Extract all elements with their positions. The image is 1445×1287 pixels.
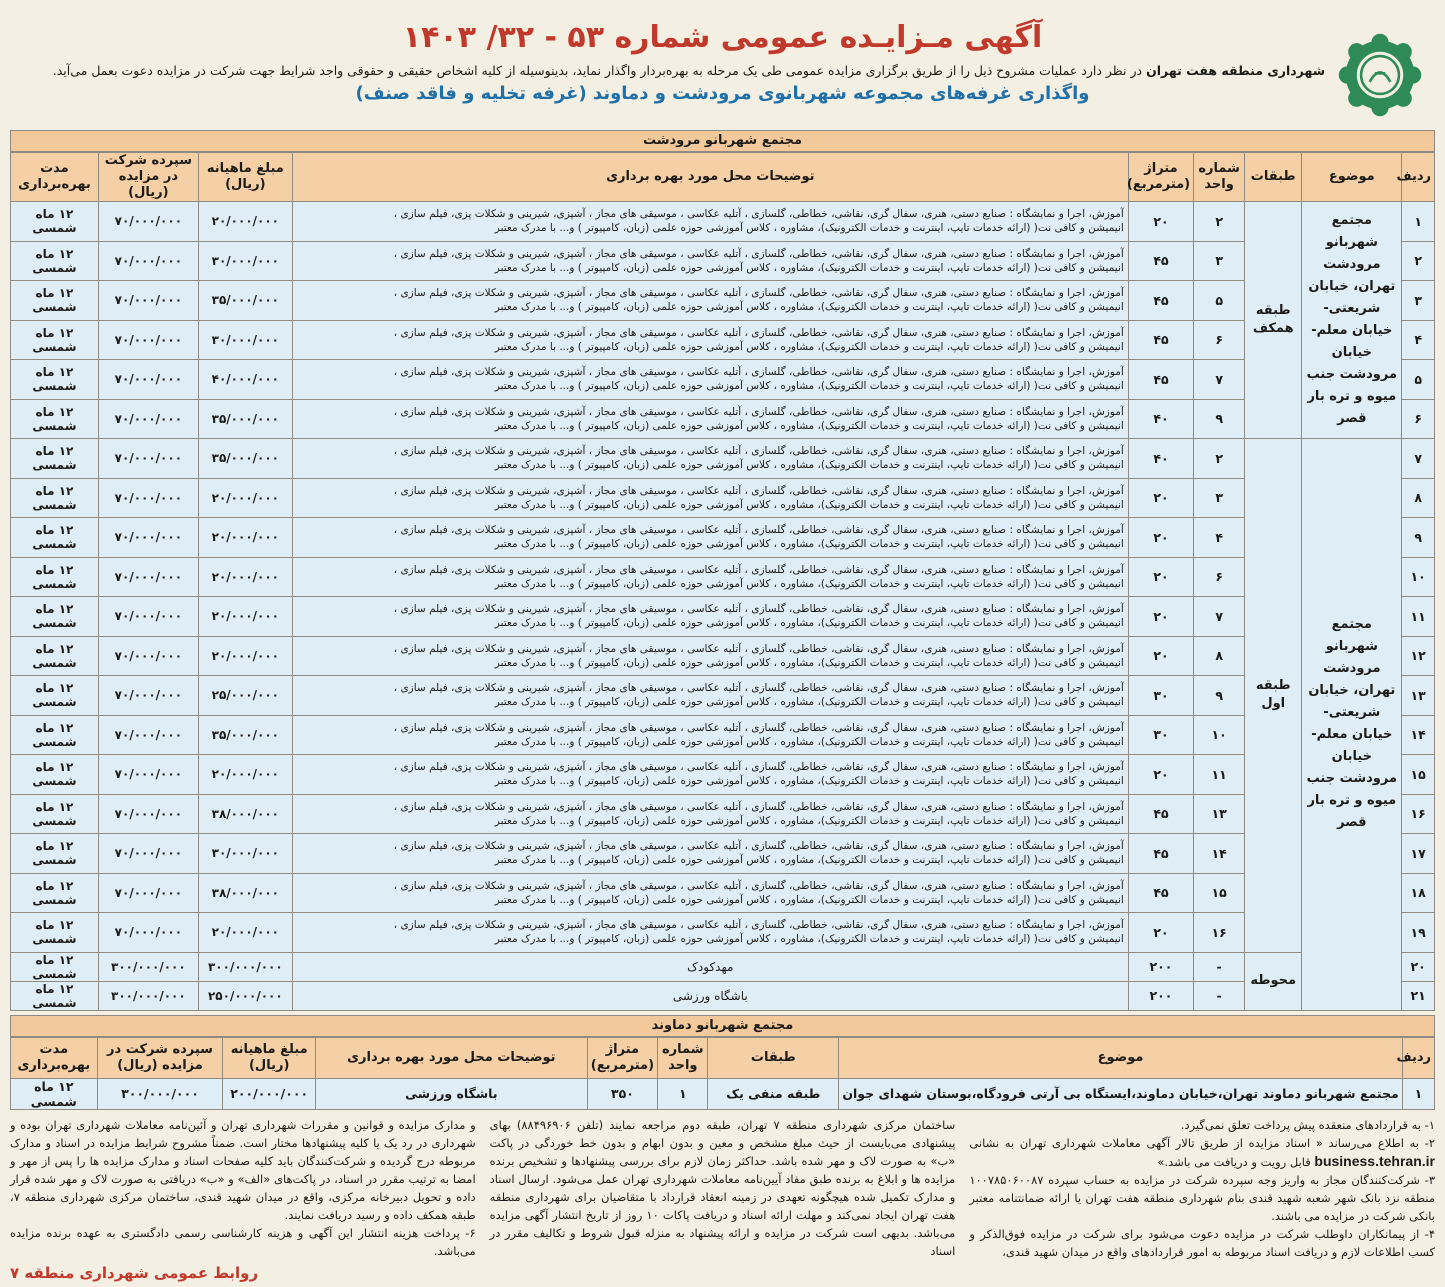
monthly-rent: ۲۵/۰۰۰/۰۰۰ (198, 676, 292, 716)
usage-description-line-2: انیمیشن و کافی نت( (ارائه خدمات تایپ، اینترنت و خدمات الکترونیک)، مشاوره ، کلاس آموزشی حوزه علمی (زبان، کامپیوتر ) و... با مدرک معتبر (494, 656, 1124, 669)
usage-description-line-2: انیمیشن و کافی نت( (ارائه خدمات تایپ، اینترنت و خدمات الکترونیک)، مشاوره ، کلاس آموزشی حوزه علمی (زبان، کامپیوتر ) و... با مدرک معتبر (494, 498, 1124, 511)
row-number: ۹ (1402, 518, 1435, 558)
notes-column-1 (969, 1116, 1435, 1282)
deposit: ۷۰/۰۰۰/۰۰۰ (98, 794, 198, 834)
row-number: ۱۷ (1402, 834, 1435, 874)
table-row (11, 281, 1435, 321)
duration: ۱۲ ماه شمسی (11, 241, 99, 281)
duration: ۱۲ ماه شمسی (11, 794, 99, 834)
notes-column-2 (490, 1116, 956, 1282)
damavand-section-title: مجتمع شهربانو دماوند (10, 1015, 1435, 1037)
marvdasht-table-body (11, 202, 1435, 1011)
usage-description-line-2: انیمیشن و کافی نت( (ارائه خدمات تایپ، اینترنت و خدمات الکترونیک)، مشاوره ، کلاس آموزشی حوزه علمی (زبان، کامپیوتر ) و... با مدرک معتبر (494, 419, 1124, 432)
intro-org: شهرداری منطقه هفت تهران (1146, 63, 1325, 78)
dm-col-deposit: سپرده شرکت در مزایده (ریال) (97, 1037, 223, 1078)
usage-description (292, 676, 1128, 716)
area: ۲۰ (1128, 755, 1193, 795)
usage-description (292, 636, 1128, 676)
usage-description (292, 557, 1128, 597)
usage-description (292, 873, 1128, 913)
area: ۴۵ (1128, 281, 1193, 321)
usage-description-line-1: آموزش، اجرا و نمایشگاه : صنایع دستی، هنری، سفال گری، نقاشی، خطاطی، گلسازی ، آتلیه عکاسی ، موسیقی های مجاز ، آشپزی، شیرینی و شکلات پزی، فیلم سازی ، (393, 208, 1124, 221)
row-number: ۱۳ (1402, 676, 1435, 716)
intro-text: در نظر دارد عملیات مشروح ذیل را از طریق برگزاری مزایده عمومی طی یک مرحله به بهره‌بردار واگذار نماید، بدینوسیله از کلیه اشخاص حقیقی و حقوقی واجد شرایط جهت شرکت در مزایده دعوت بعمل می‌آید. (52, 63, 1143, 78)
monthly-rent: ۲۰/۰۰۰/۰۰۰ (198, 597, 292, 637)
duration: ۱۲ ماه شمسی (11, 952, 99, 981)
usage-description-line-2: انیمیشن و کافی نت( (ارائه خدمات تایپ، اینترنت و خدمات الکترونیک)، مشاوره ، کلاس آموزشی حوزه علمی (زبان، کامپیوتر ) و... با مدرک معتبر (494, 340, 1124, 353)
usage-description-line-1: آموزش، اجرا و نمایشگاه : صنایع دستی، هنری، سفال گری، نقاشی، خطاطی، گلسازی ، آتلیه عکاسی ، موسیقی های مجاز ، آشپزی، شیرینی و شکلات پزی، فیلم سازی ، (393, 247, 1124, 260)
unit-number: ۴ (1194, 518, 1245, 558)
usage-description (292, 478, 1128, 518)
unit-number: ۷ (1194, 360, 1245, 400)
dm-area: ۳۵۰ (587, 1078, 657, 1109)
deposit: ۷۰/۰۰۰/۰۰۰ (98, 557, 198, 597)
duration: ۱۲ ماه شمسی (11, 399, 99, 439)
area: ۴۵ (1128, 834, 1193, 874)
unit-number: - (1194, 981, 1245, 1010)
row-number: ۶ (1402, 399, 1435, 439)
notes-column-3 (10, 1116, 476, 1282)
monthly-rent: ۳۰/۰۰۰/۰۰۰ (198, 320, 292, 360)
duration: ۱۲ ماه شمسی (11, 360, 99, 400)
row-number: ۱۴ (1402, 715, 1435, 755)
deposit: ۷۰/۰۰۰/۰۰۰ (98, 913, 198, 953)
usage-description-line-1: آموزش، اجرا و نمایشگاه : صنایع دستی، هنری، سفال گری، نقاشی، خطاطی، گلسازی ، آتلیه عکاسی ، موسیقی های مجاز ، آشپزی، شیرینی و شکلات پزی، فیلم سازی ، (393, 405, 1124, 418)
unit-number: ۲ (1194, 439, 1245, 479)
deposit: ۷۰/۰۰۰/۰۰۰ (98, 873, 198, 913)
usage-description (292, 360, 1128, 400)
note-4-continued: ساختمان مرکزی شهرداری منطقه ۷ تهران، طبقه دوم مراجعه نمایند (تلفن ۸۸۴۹۶۹۰۶) بهای پیشنهادی می‌بایست از حیث مبلغ مشخص و معین و بدون ابهام و بدون خط خوردگی در پاکت «ب» به صورت لاک و مهر شده باشد. حداکثر زمان لازم برای بررسی پیشنهادها و تشخیص برنده مزایده ها و ابلاغ به برنده طبق مفاد آیین‌نامه معاملات شهرداری تهران عمل می‌شود. ارسال اسناد و مدارک تکمیل شده هیچگونه تعهدی در زمینه انعقاد قرارداد با متقاضیان برای شهرداری منطقه هفت تهران ایجاد نمی‌کند و مهلت ارائه اسناد و دریافت پاکات ۱۰ روز از تاریخ انتشار آگهی مزایده می‌باشد. بدیهی است شرکت در مزایده و ارائه پیشنهاد به منزله قبول شروط و تکالیف مقرر در اسناد (489, 1117, 956, 1258)
floor-ground: طبقه همکف (1245, 202, 1302, 439)
note-2-text: ۲- به اطلاع می‌رساند « اسناد مزایده از طریق تالار آگهی معاملات شهرداری تهران به نشانی (969, 1135, 1435, 1150)
dm-col-unit: شماره واحد (658, 1037, 708, 1078)
table-row (11, 873, 1435, 913)
deposit: ۷۰/۰۰۰/۰۰۰ (98, 755, 198, 795)
note-3: ۳- شرکت‌کنندگان مجاز به واریز وجه سپرده شرکت در مزایده به حساب سپرده ۱۰۰۷۸۵۰۶۰۰۸۷ منطقه نزد بانک شهر شعبه شهید قندی بنام شهرداری منطقه هفت تهران یا ارائه ضمانتنامه معتبر بانکی شرکت در مزایده می باشند. (969, 1172, 1435, 1223)
monthly-rent: ۲۰/۰۰۰/۰۰۰ (198, 636, 292, 676)
ad-header (10, 6, 1435, 130)
duration: ۱۲ ماه شمسی (11, 715, 99, 755)
col-floor: طبقات (1245, 153, 1302, 202)
unit-number: ۷ (1194, 597, 1245, 637)
subject-group: مجتمع شهربانو مرودشت تهران، خیابان شریعتی- خیابان معلم- خیابان مرودشت جنب میوه و تره بار قصر (1302, 439, 1402, 1011)
deposit: ۷۰/۰۰۰/۰۰۰ (98, 518, 198, 558)
tehran-municipality-logo-icon (1337, 32, 1423, 118)
usage-description-line-1: آموزش، اجرا و نمایشگاه : صنایع دستی، هنری، سفال گری، نقاشی، خطاطی، گلسازی ، آتلیه عکاسی ، موسیقی های مجاز ، آشپزی، شیرینی و شکلات پزی، فیلم سازی ، (393, 326, 1124, 339)
col-area: متراژ (مترمربع) (1128, 153, 1193, 202)
area: ۲۰ (1128, 478, 1193, 518)
dm-col-area: متراژ (مترمربع) (587, 1037, 657, 1078)
unit-number: ۱۴ (1194, 834, 1245, 874)
table-row (11, 597, 1435, 637)
monthly-rent: ۳۵/۰۰۰/۰۰۰ (198, 439, 292, 479)
usage-description-line-1: آموزش، اجرا و نمایشگاه : صنایع دستی، هنری، سفال گری، نقاشی، خطاطی، گلسازی ، آتلیه عکاسی ، موسیقی های مجاز ، آشپزی، شیرینی و شکلات پزی، فیلم سازی ، (393, 879, 1124, 892)
monthly-rent: ۳۵/۰۰۰/۰۰۰ (198, 715, 292, 755)
note-6: ۶- پرداخت هزینه انتشار این آگهی و هزینه کارشناسی رسمی دادگستری به عهده برنده مزایده می‌باشد. (9, 1225, 476, 1258)
duration: ۱۲ ماه شمسی (11, 478, 99, 518)
usage-description (292, 320, 1128, 360)
usage-description: باشگاه ورزشی (292, 981, 1128, 1010)
monthly-rent: ۳۰۰/۰۰۰/۰۰۰ (198, 952, 292, 981)
table-row (11, 557, 1435, 597)
duration: ۱۲ ماه شمسی (11, 202, 99, 242)
usage-description (292, 913, 1128, 953)
deposit: ۷۰/۰۰۰/۰۰۰ (98, 320, 198, 360)
unit-number: ۳ (1194, 478, 1245, 518)
unit-number: ۱۳ (1194, 794, 1245, 834)
row-number: ۲۱ (1402, 981, 1435, 1010)
row-number: ۲۰ (1402, 952, 1435, 981)
area: ۳۰ (1128, 676, 1193, 716)
usage-description (292, 597, 1128, 637)
usage-description-line-2: انیمیشن و کافی نت( (ارائه خدمات تایپ، اینترنت و خدمات الکترونیک)، مشاوره ، کلاس آموزشی حوزه علمی (زبان، کامپیوتر ) و... با مدرک معتبر (494, 222, 1124, 235)
duration: ۱۲ ماه شمسی (11, 873, 99, 913)
unit-number: ۱۶ (1194, 913, 1245, 953)
business-url-link[interactable]: business.tehran.ir (1314, 1152, 1435, 1169)
area: ۴۰ (1128, 399, 1193, 439)
unit-number: ۱۵ (1194, 873, 1245, 913)
deposit: ۷۰/۰۰۰/۰۰۰ (98, 241, 198, 281)
col-subject: موضوع (1302, 153, 1402, 202)
row-number: ۱۰ (1402, 557, 1435, 597)
duration: ۱۲ ماه شمسی (11, 834, 99, 874)
usage-description-line-1: آموزش، اجرا و نمایشگاه : صنایع دستی، هنری، سفال گری، نقاشی، خطاطی، گلسازی ، آتلیه عکاسی ، موسیقی های مجاز ، آشپزی، شیرینی و شکلات پزی، فیلم سازی ، (393, 563, 1124, 576)
usage-description-line-2: انیمیشن و کافی نت( (ارائه خدمات تایپ، اینترنت و خدمات الکترونیک)، مشاوره ، کلاس آموزشی حوزه علمی (زبان، کامپیوتر ) و... با مدرک معتبر (494, 775, 1124, 788)
usage-description-line-2: انیمیشن و کافی نت( (ارائه خدمات تایپ، اینترنت و خدمات الکترونیک)، مشاوره ، کلاس آموزشی حوزه علمی (زبان، کامپیوتر ) و... با مدرک معتبر (494, 814, 1124, 827)
note-2-tail: قابل رویت و دریافت می باشد.» (1157, 1154, 1311, 1169)
row-number: ۸ (1402, 478, 1435, 518)
monthly-rent: ۳۵/۰۰۰/۰۰۰ (198, 281, 292, 321)
usage-description-line-1: آموزش، اجرا و نمایشگاه : صنایع دستی، هنری، سفال گری، نقاشی، خطاطی، گلسازی ، آتلیه عکاسی ، موسیقی های مجاز ، آشپزی، شیرینی و شکلات پزی، فیلم سازی ، (393, 603, 1124, 616)
dm-duration: ۱۲ ماه شمسی (11, 1078, 98, 1109)
usage-description (292, 755, 1128, 795)
monthly-rent: ۲۰/۰۰۰/۰۰۰ (198, 755, 292, 795)
note-5: و مدارک مزایده و قوانین و مقررات شهرداری تهران و آئین‌نامه معاملات شهرداری تهران بوده و شهرداری در رد یک یا کلیه پیشنهادها مختار است. ضمناً مشروح شرایط مزایده در اسناد و مدارک مربوطه درج گردیده و شرکت‌کنندگان باید کلیه صفحات اسناد و مدارک مزایده ها را پس از مهر و امضا به ترتیب مقرر در اسناد، در پاکت‌های «الف» و «ب» دریافتی به صورت لاک و مهر شده قرار داده و تحویل دبیرخانه مرکزی، واقع در میدان شهید قندی، ساختمان مرکزی شهرداری منطقه ۷، طبقه همکف داده و رسید دریافت نمایند. (9, 1117, 476, 1222)
usage-description-line-2: انیمیشن و کافی نت( (ارائه خدمات تایپ، اینترنت و خدمات الکترونیک)، مشاوره ، کلاس آموزشی حوزه علمی (زبان، کامپیوتر ) و... با مدرک معتبر (494, 854, 1124, 867)
usage-description-line-1: آموزش، اجرا و نمایشگاه : صنایع دستی، هنری، سفال گری، نقاشی، خطاطی، گلسازی ، آتلیه عکاسی ، موسیقی های مجاز ، آشپزی، شیرینی و شکلات پزی، فیلم سازی ، (393, 484, 1124, 497)
duration: ۱۲ ماه شمسی (11, 755, 99, 795)
marvdasht-section-title: مجتمع شهربانو مرودشت (10, 130, 1435, 152)
dm-col-floor: طبقات (708, 1037, 839, 1078)
deposit: ۷۰/۰۰۰/۰۰۰ (98, 399, 198, 439)
duration: ۱۲ ماه شمسی (11, 439, 99, 479)
row-number: ۱۲ (1402, 636, 1435, 676)
deposit: ۷۰/۰۰۰/۰۰۰ (98, 834, 198, 874)
usage-description (292, 202, 1128, 242)
note-4: ۴- از پیمانکاران داوطلب شرکت در مزایده دعوت می‌شود برای شرکت در مزایده فوق‌الذکر و کسب اطلاعات لازم و دریافت اسناد مربوطه به امور قراردادهای واقع در میدان شهید قندی، (969, 1226, 1435, 1259)
unit-number: ۳ (1194, 241, 1245, 281)
area: ۴۵ (1128, 873, 1193, 913)
usage-description-line-2: انیمیشن و کافی نت( (ارائه خدمات تایپ، اینترنت و خدمات الکترونیک)، مشاوره ، کلاس آموزشی حوزه علمی (زبان، کامپیوتر ) و... با مدرک معتبر (494, 617, 1124, 630)
row-number: ۱۹ (1402, 913, 1435, 953)
row-number: ۱۶ (1402, 794, 1435, 834)
table-row (11, 715, 1435, 755)
unit-number: ۸ (1194, 636, 1245, 676)
dm-deposit: ۳۰۰/۰۰۰/۰۰۰ (97, 1078, 223, 1109)
dm-subject: مجتمع شهربانو دماوند تهران،خیابان دماوند،ایستگاه بی آرتی فرودگاه،بوستان شهدای جوان (839, 1078, 1403, 1109)
usage-description-line-2: انیمیشن و کافی نت( (ارائه خدمات تایپ، اینترنت و خدمات الکترونیک)، مشاوره ، کلاس آموزشی حوزه علمی (زبان، کامپیوتر ) و... با مدرک معتبر (494, 696, 1124, 709)
duration: ۱۲ ماه شمسی (11, 320, 99, 360)
area: ۴۰ (1128, 439, 1193, 479)
deposit: ۷۰/۰۰۰/۰۰۰ (98, 676, 198, 716)
row-number: ۷ (1402, 439, 1435, 479)
usage-description-line-2: انیمیشن و کافی نت( (ارائه خدمات تایپ، اینترنت و خدمات الکترونیک)، مشاوره ، کلاس آموزشی حوزه علمی (زبان، کامپیوتر ) و... با مدرک معتبر (494, 893, 1124, 906)
deposit: ۷۰/۰۰۰/۰۰۰ (98, 478, 198, 518)
marvdasht-table (10, 152, 1435, 1011)
row-number: ۳ (1402, 281, 1435, 321)
unit-number: ۶ (1194, 320, 1245, 360)
area: ۲۰۰ (1128, 952, 1193, 981)
unit-number: ۲ (1194, 202, 1245, 242)
usage-description (292, 399, 1128, 439)
usage-description: مهدکودک (292, 952, 1128, 981)
ad-title-number: ۵۳ - ۳۲/ ۱۴۰۳ (402, 20, 605, 55)
usage-description-line-1: آموزش، اجرا و نمایشگاه : صنایع دستی، هنری، سفال گری، نقاشی، خطاطی، گلسازی ، آتلیه عکاسی ، موسیقی های مجاز ، آشپزی، شیرینی و شکلات پزی، فیلم سازی ، (393, 366, 1124, 379)
ad-intro (30, 62, 1325, 80)
area: ۲۰ (1128, 202, 1193, 242)
usage-description-line-2: انیمیشن و کافی نت( (ارائه خدمات تایپ، اینترنت و خدمات الکترونیک)، مشاوره ، کلاس آموزشی حوزه علمی (زبان، کامپیوتر ) و... با مدرک معتبر (494, 301, 1124, 314)
unit-number: ۱۱ (1194, 755, 1245, 795)
public-relations-signature: روابط عمومی شهرداری منطقه ۷ (9, 1263, 259, 1282)
unit-number: ۱۰ (1194, 715, 1245, 755)
table-row (11, 360, 1435, 400)
usage-description-line-1: آموزش، اجرا و نمایشگاه : صنایع دستی، هنری، سفال گری، نقاشی، خطاطی، گلسازی ، آتلیه عکاسی ، موسیقی های مجاز ، آشپزی، شیرینی و شکلات پزی، فیلم سازی ، (393, 287, 1124, 300)
usage-description-line-1: آموزش، اجرا و نمایشگاه : صنایع دستی، هنری، سفال گری، نقاشی، خطاطی، گلسازی ، آتلیه عکاسی ، موسیقی های مجاز ، آشپزی، شیرینی و شکلات پزی، فیلم سازی ، (393, 682, 1124, 695)
dm-col-desc: توضیحات محل مورد بهره برداری (315, 1037, 587, 1078)
dm-unit: ۱ (658, 1078, 708, 1109)
col-unit: شماره واحد (1194, 153, 1245, 202)
duration: ۱۲ ماه شمسی (11, 981, 99, 1010)
dm-row-number: ۱ (1402, 1078, 1434, 1109)
table-row (11, 676, 1435, 716)
col-duration: مدت بهره‌برداری (11, 153, 99, 202)
table-row (11, 755, 1435, 795)
deposit: ۷۰/۰۰۰/۰۰۰ (98, 202, 198, 242)
usage-description-line-1: آموزش، اجرا و نمایشگاه : صنایع دستی، هنری، سفال گری، نقاشی، خطاطی، گلسازی ، آتلیه عکاسی ، موسیقی های مجاز ، آشپزی، شیرینی و شکلات پزی، فیلم سازی ، (393, 524, 1124, 537)
ad-title-main: آگهی مـزایـده عمومی (720, 20, 1043, 55)
ad-subtitle: واگذاری غرفه‌های مجموعه شهربانوی مرودشت و دماوند (غرفه تخلیه و فاقد صنف) (355, 83, 1090, 104)
area: ۴۵ (1128, 794, 1193, 834)
table-row (11, 241, 1435, 281)
col-deposit: سپرده شرکت در مزایده (ریال) (98, 153, 198, 202)
table-row (11, 439, 1435, 479)
area: ۲۰ (1128, 518, 1193, 558)
table-row (11, 913, 1435, 953)
floor-yard: محوطه (1245, 952, 1302, 1010)
col-rent: مبلغ ماهیانه (ریال) (198, 153, 292, 202)
table-row (11, 399, 1435, 439)
table-row (11, 981, 1435, 1010)
deposit: ۷۰/۰۰۰/۰۰۰ (98, 715, 198, 755)
col-row: ردیف (1402, 153, 1435, 202)
ad-notes (10, 1116, 1435, 1282)
usage-description (292, 439, 1128, 479)
area: ۴۵ (1128, 360, 1193, 400)
note-1: ۱- به قراردادهای منعقده پیش پرداخت تعلق نمی‌گیرد. (1180, 1117, 1435, 1132)
col-desc: توضیحات محل مورد بهره برداری (292, 153, 1128, 202)
usage-description-line-1: آموزش، اجرا و نمایشگاه : صنایع دستی، هنری، سفال گری، نقاشی، خطاطی، گلسازی ، آتلیه عکاسی ، موسیقی های مجاز ، آشپزی، شیرینی و شکلات پزی، فیلم سازی ، (393, 761, 1124, 774)
table-row (11, 320, 1435, 360)
unit-number: ۹ (1194, 399, 1245, 439)
dm-floor: طبقه منفی یک (708, 1078, 839, 1109)
dm-col-subject: موضوع (839, 1037, 1403, 1078)
deposit: ۷۰/۰۰۰/۰۰۰ (98, 281, 198, 321)
subject-group: مجتمع شهربانو مرودشت تهران، خیابان شریعتی- خیابان معلم- خیابان مرودشت جنب میوه و تره بار قصر (1302, 202, 1402, 439)
monthly-rent: ۲۵۰/۰۰۰/۰۰۰ (198, 981, 292, 1010)
table-row (11, 794, 1435, 834)
area: ۲۰ (1128, 913, 1193, 953)
usage-description-line-2: انیمیشن و کافی نت( (ارائه خدمات تایپ، اینترنت و خدمات الکترونیک)، مشاوره ، کلاس آموزشی حوزه علمی (زبان، کامپیوتر ) و... با مدرک معتبر (494, 261, 1124, 274)
table-row (11, 202, 1435, 242)
marvdasht-header-row (11, 153, 1435, 202)
dm-col-duration: مدت بهره‌برداری (11, 1037, 98, 1078)
monthly-rent: ۲۰/۰۰۰/۰۰۰ (198, 478, 292, 518)
floor-first: طبقه اول (1245, 439, 1302, 953)
row-number: ۴ (1402, 320, 1435, 360)
area: ۴۵ (1128, 241, 1193, 281)
usage-description (292, 794, 1128, 834)
usage-description-line-1: آموزش، اجرا و نمایشگاه : صنایع دستی، هنری، سفال گری، نقاشی، خطاطی، گلسازی ، آتلیه عکاسی ، موسیقی های مجاز ، آشپزی، شیرینی و شکلات پزی، فیلم سازی ، (393, 642, 1124, 655)
monthly-rent: ۳۰/۰۰۰/۰۰۰ (198, 834, 292, 874)
unit-number: ۶ (1194, 557, 1245, 597)
table-row (11, 518, 1435, 558)
usage-description-line-1: آموزش، اجرا و نمایشگاه : صنایع دستی، هنری، سفال گری، نقاشی، خطاطی، گلسازی ، آتلیه عکاسی ، موسیقی های مجاز ، آشپزی، شیرینی و شکلات پزی، فیلم سازی ، (393, 919, 1124, 932)
damavand-header-row (11, 1037, 1435, 1078)
monthly-rent: ۲۰/۰۰۰/۰۰۰ (198, 557, 292, 597)
row-number: ۱ (1402, 202, 1435, 242)
dm-col-row: ردیف (1402, 1037, 1434, 1078)
unit-number: ۹ (1194, 676, 1245, 716)
duration: ۱۲ ماه شمسی (11, 557, 99, 597)
area: ۲۰ (1128, 597, 1193, 637)
monthly-rent: ۴۰/۰۰۰/۰۰۰ (198, 360, 292, 400)
usage-description (292, 281, 1128, 321)
ad-title-number-label: شماره (614, 20, 711, 55)
unit-number: - (1194, 952, 1245, 981)
unit-number: ۵ (1194, 281, 1245, 321)
monthly-rent: ۳۰/۰۰۰/۰۰۰ (198, 241, 292, 281)
deposit: ۳۰۰/۰۰۰/۰۰۰ (98, 952, 198, 981)
usage-description (292, 241, 1128, 281)
dm-desc: باشگاه ورزشی (315, 1078, 587, 1109)
usage-description-line-1: آموزش، اجرا و نمایشگاه : صنایع دستی، هنری، سفال گری، نقاشی، خطاطی، گلسازی ، آتلیه عکاسی ، موسیقی های مجاز ، آشپزی، شیرینی و شکلات پزی، فیلم سازی ، (393, 721, 1124, 734)
monthly-rent: ۳۵/۰۰۰/۰۰۰ (198, 399, 292, 439)
usage-description-line-1: آموزش، اجرا و نمایشگاه : صنایع دستی، هنری، سفال گری، نقاشی، خطاطی، گلسازی ، آتلیه عکاسی ، موسیقی های مجاز ، آشپزی، شیرینی و شکلات پزی، فیلم سازی ، (393, 840, 1124, 853)
deposit: ۷۰/۰۰۰/۰۰۰ (98, 597, 198, 637)
row-number: ۱۱ (1402, 597, 1435, 637)
table-row (11, 636, 1435, 676)
dm-rent: ۲۰۰/۰۰۰/۰۰۰ (223, 1078, 316, 1109)
deposit: ۷۰/۰۰۰/۰۰۰ (98, 360, 198, 400)
usage-description-line-2: انیمیشن و کافی نت( (ارائه خدمات تایپ، اینترنت و خدمات الکترونیک)، مشاوره ، کلاس آموزشی حوزه علمی (زبان، کامپیوتر ) و... با مدرک معتبر (494, 380, 1124, 393)
row-number: ۵ (1402, 360, 1435, 400)
usage-description-line-2: انیمیشن و کافی نت( (ارائه خدمات تایپ، اینترنت و خدمات الکترونیک)، مشاوره ، کلاس آموزشی حوزه علمی (زبان، کامپیوتر ) و... با مدرک معتبر (494, 459, 1124, 472)
row-number: ۱۵ (1402, 755, 1435, 795)
duration: ۱۲ ماه شمسی (11, 597, 99, 637)
usage-description-line-2: انیمیشن و کافی نت( (ارائه خدمات تایپ، اینترنت و خدمات الکترونیک)، مشاوره ، کلاس آموزشی حوزه علمی (زبان، کامپیوتر ) و... با مدرک معتبر (494, 735, 1124, 748)
duration: ۱۲ ماه شمسی (11, 518, 99, 558)
usage-description-line-1: آموزش، اجرا و نمایشگاه : صنایع دستی، هنری، سفال گری، نقاشی، خطاطی، گلسازی ، آتلیه عکاسی ، موسیقی های مجاز ، آشپزی، شیرینی و شکلات پزی، فیلم سازی ، (393, 445, 1124, 458)
area: ۳۰ (1128, 715, 1193, 755)
table-row (11, 834, 1435, 874)
monthly-rent: ۲۰/۰۰۰/۰۰۰ (198, 518, 292, 558)
duration: ۱۲ ماه شمسی (11, 913, 99, 953)
deposit: ۷۰/۰۰۰/۰۰۰ (98, 439, 198, 479)
row-number: ۲ (1402, 241, 1435, 281)
table-row (11, 478, 1435, 518)
usage-description (292, 834, 1128, 874)
duration: ۱۲ ماه شمسی (11, 676, 99, 716)
area: ۲۰ (1128, 636, 1193, 676)
table-row (11, 1078, 1435, 1109)
duration: ۱۲ ماه شمسی (11, 636, 99, 676)
deposit: ۳۰۰/۰۰۰/۰۰۰ (98, 981, 198, 1010)
usage-description-line-2: انیمیشن و کافی نت( (ارائه خدمات تایپ، اینترنت و خدمات الکترونیک)، مشاوره ، کلاس آموزشی حوزه علمی (زبان، کامپیوتر ) و... با مدرک معتبر (494, 577, 1124, 590)
ad-title (10, 6, 1435, 58)
usage-description-line-2: انیمیشن و کافی نت( (ارائه خدمات تایپ، اینترنت و خدمات الکترونیک)، مشاوره ، کلاس آموزشی حوزه علمی (زبان، کامپیوتر ) و... با مدرک معتبر (494, 933, 1124, 946)
usage-description (292, 518, 1128, 558)
monthly-rent: ۲۰/۰۰۰/۰۰۰ (198, 202, 292, 242)
usage-description (292, 715, 1128, 755)
area: ۲۰۰ (1128, 981, 1193, 1010)
table-row (11, 952, 1435, 981)
area: ۴۵ (1128, 320, 1193, 360)
row-number: ۱۸ (1402, 873, 1435, 913)
monthly-rent: ۳۸/۰۰۰/۰۰۰ (198, 794, 292, 834)
usage-description-line-1: آموزش، اجرا و نمایشگاه : صنایع دستی، هنری، سفال گری، نقاشی، خطاطی، گلسازی ، آتلیه عکاسی ، موسیقی های مجاز ، آشپزی، شیرینی و شکلات پزی، فیلم سازی ، (393, 800, 1124, 813)
usage-description-line-2: انیمیشن و کافی نت( (ارائه خدمات تایپ، اینترنت و خدمات الکترونیک)، مشاوره ، کلاس آموزشی حوزه علمی (زبان، کامپیوتر ) و... با مدرک معتبر (494, 538, 1124, 551)
duration: ۱۲ ماه شمسی (11, 281, 99, 321)
note-2 (969, 1134, 1435, 1171)
damavand-table (10, 1037, 1435, 1110)
monthly-rent: ۳۸/۰۰۰/۰۰۰ (198, 873, 292, 913)
monthly-rent: ۲۰/۰۰۰/۰۰۰ (198, 913, 292, 953)
deposit: ۷۰/۰۰۰/۰۰۰ (98, 636, 198, 676)
dm-col-rent: مبلغ ماهیانه (ریال) (223, 1037, 316, 1078)
area: ۲۰ (1128, 557, 1193, 597)
